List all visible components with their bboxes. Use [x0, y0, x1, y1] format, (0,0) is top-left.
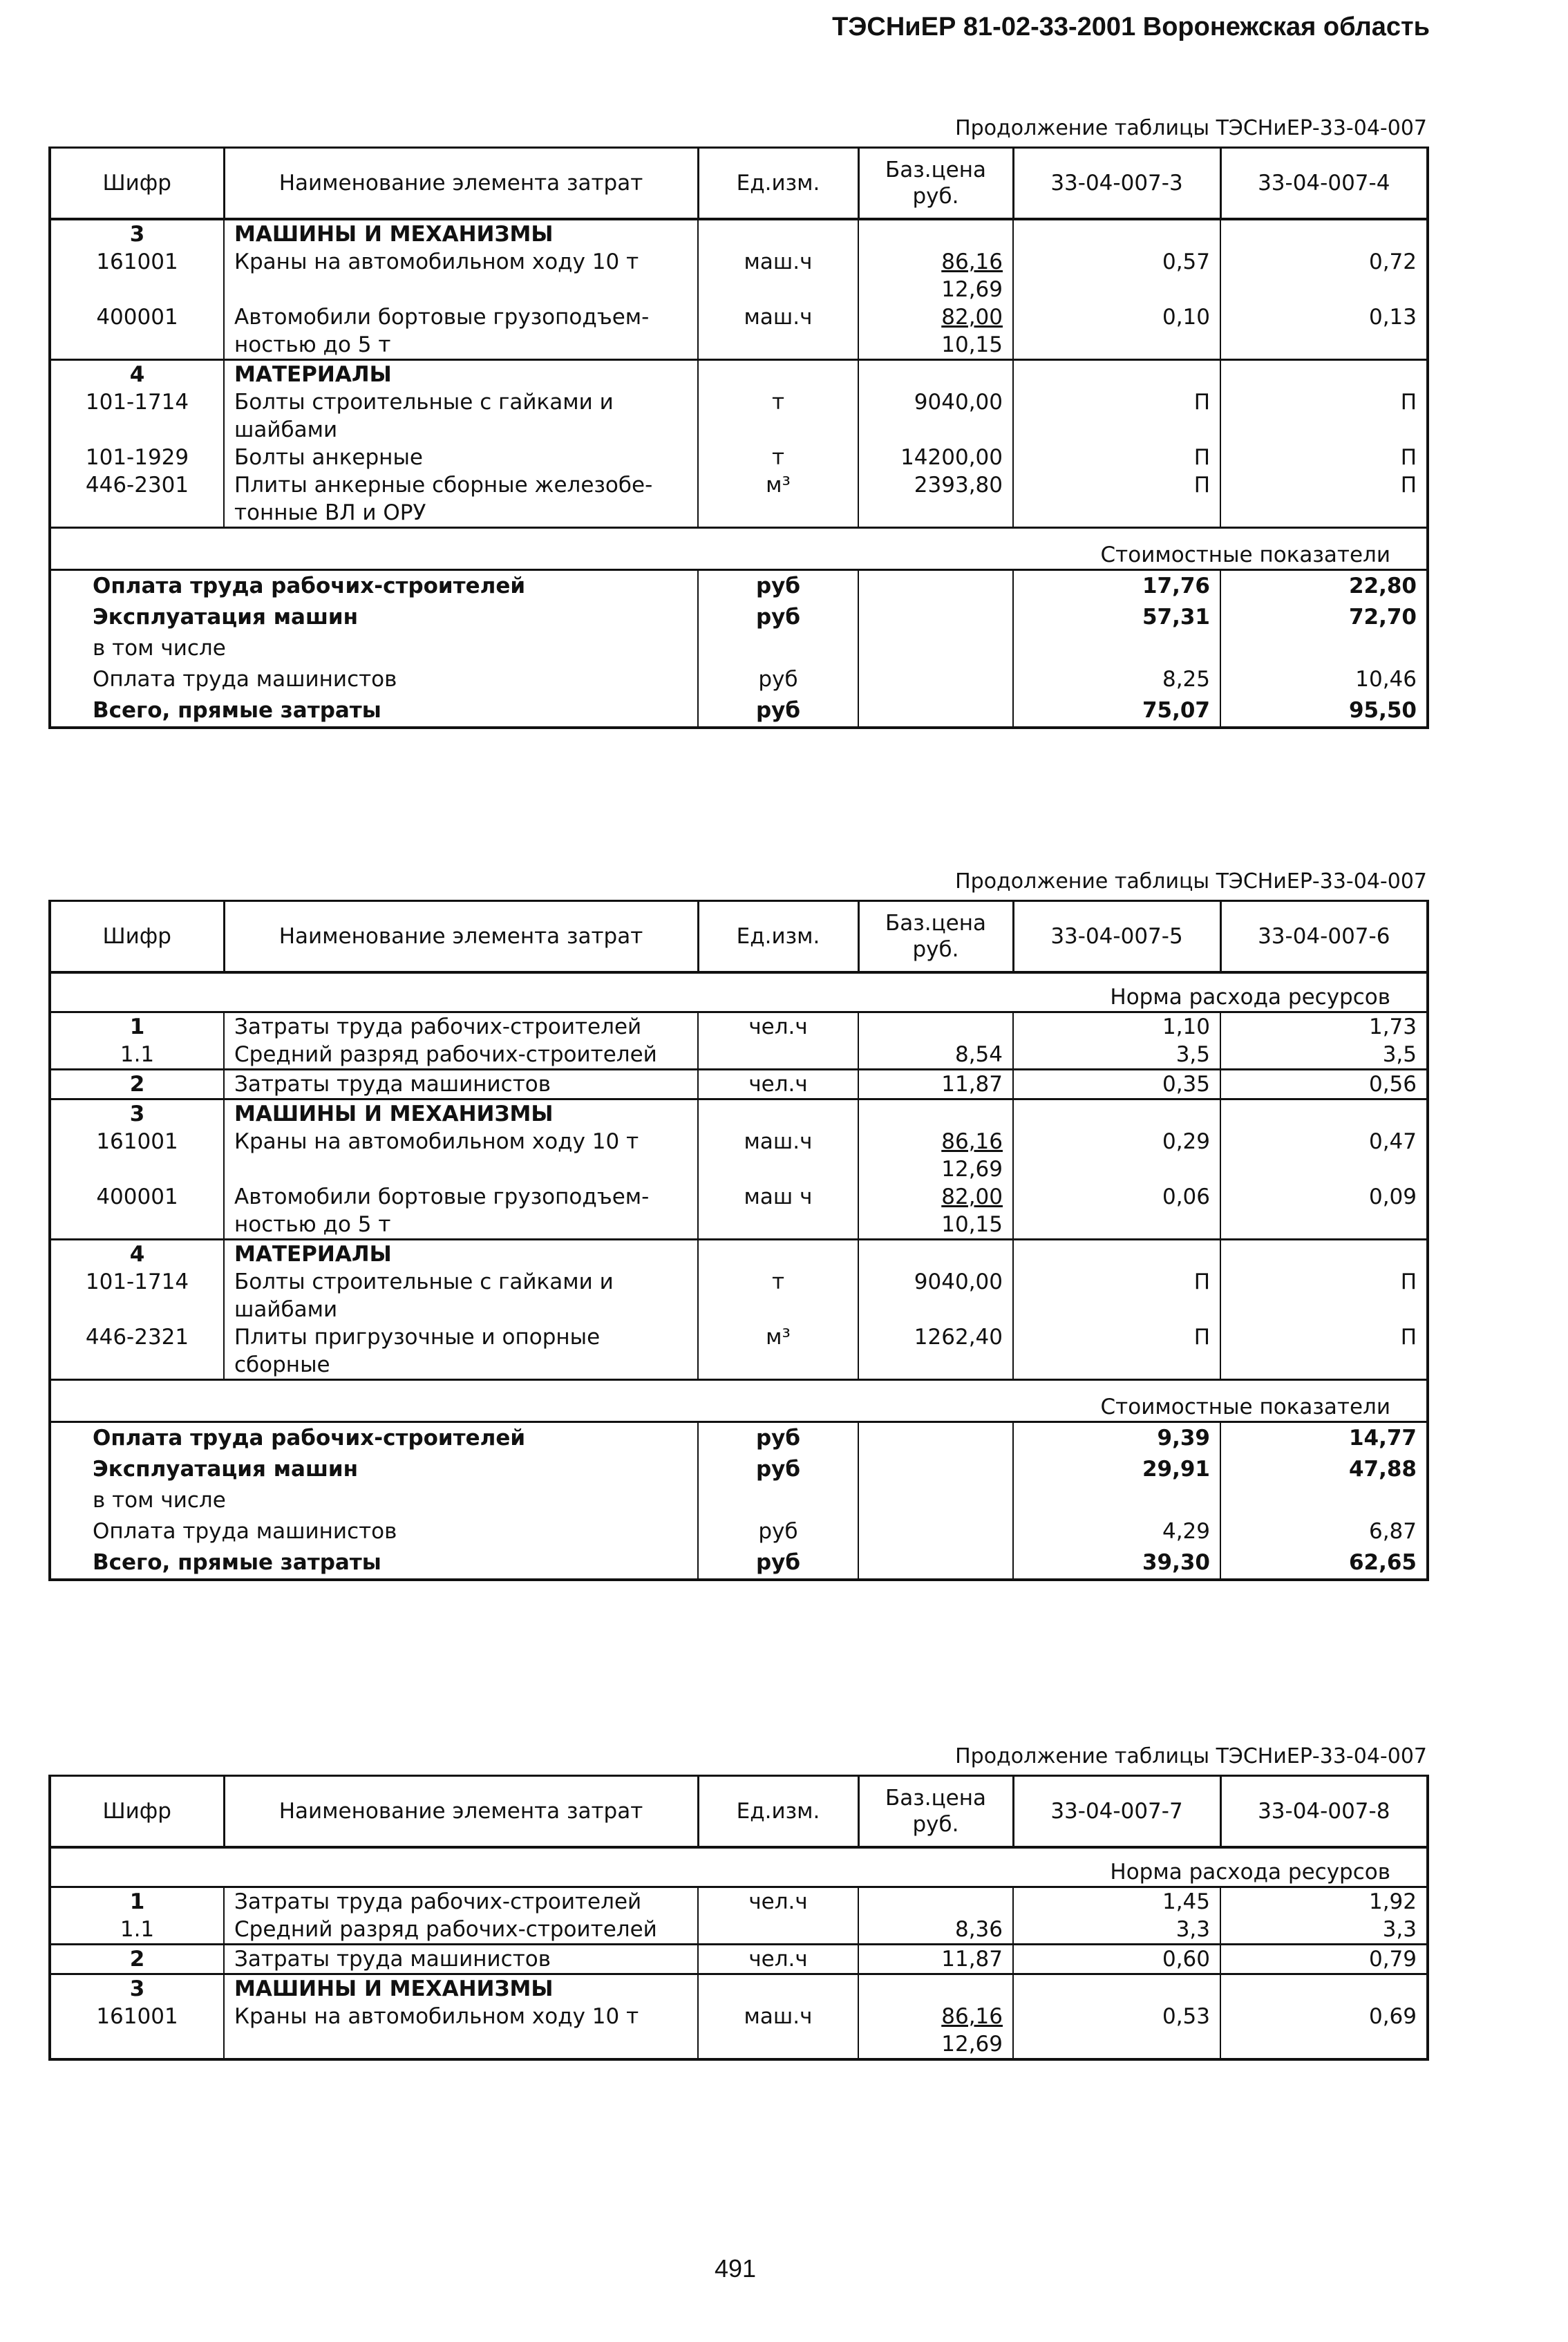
cell-v1: 0,06 — [1013, 1183, 1220, 1240]
section-row — [50, 1240, 1428, 1269]
cell-v2: 1,92 — [1220, 1887, 1428, 1916]
cell-v1: 0,53 — [1013, 2003, 1220, 2059]
cell-name: Болты строительные с гайками и шайбами — [224, 388, 698, 444]
price-value: 86,16 — [941, 249, 1003, 274]
cell-name: Плиты пригрузочные и опорные сборные — [224, 1323, 698, 1380]
cost-unit: руб — [698, 664, 858, 695]
cell-name: Автомобили бортовые грузоподъем-ностью до 5 т — [224, 1183, 698, 1240]
cell-unit: м³ — [698, 1323, 858, 1380]
col-v1-header: 33-04-007-5 — [1013, 901, 1220, 973]
cell-v2 — [1220, 360, 1428, 389]
norm-band-row — [50, 972, 1428, 1012]
cost-v1: 8,25 — [1013, 664, 1220, 695]
col-code-header: Шифр — [50, 148, 224, 220]
cell-v2: 0,69 — [1220, 2003, 1428, 2059]
cell-price: 2393,80 — [858, 471, 1013, 528]
cell-price — [858, 1012, 1013, 1041]
cost-row — [50, 1516, 1428, 1547]
resource-table-1 — [48, 147, 1429, 729]
cell-name: Краны на автомобильном ходу 10 т — [224, 1128, 698, 1183]
cell-name: МАШИНЫ И МЕХАНИЗМЫ — [224, 219, 698, 248]
cost-row — [50, 1422, 1428, 1455]
cost-unit: руб — [698, 695, 858, 728]
cell-code: 4 — [50, 1240, 224, 1269]
cell-price — [858, 1128, 1013, 1183]
cell-price — [858, 1887, 1013, 1916]
cost-label: Всего, прямые затраты — [50, 695, 698, 728]
cell-price — [858, 219, 1013, 248]
cell-unit — [698, 219, 858, 248]
price-value: 86,16 — [941, 2004, 1003, 2029]
table-row — [50, 1183, 1428, 1240]
cell-name: Краны на автомобильном ходу 10 т — [224, 2003, 698, 2059]
cell-unit: маш ч — [698, 1183, 858, 1240]
cost-band-label: Стоимостные показатели — [50, 528, 1428, 570]
cost-row — [50, 1485, 1428, 1516]
cell-v2: 0,79 — [1220, 1945, 1428, 1974]
cell-unit: м³ — [698, 471, 858, 528]
cell-v2: П — [1220, 1323, 1428, 1380]
cell-price: 14200,00 — [858, 444, 1013, 471]
price-wage-value: 12,69 — [941, 1157, 1003, 1182]
table-header-row — [50, 1776, 1428, 1848]
cell-v1: 0,60 — [1013, 1945, 1220, 1974]
cell-v2: 0,72 — [1220, 248, 1428, 303]
resource-table-2 — [48, 900, 1429, 1581]
price-wage-value: 10,15 — [941, 332, 1003, 357]
cell-name: Автомобили бортовые грузоподъем-ностью до 5 т — [224, 303, 698, 360]
cell-unit: чел.ч — [698, 1070, 858, 1099]
cost-v2: 72,70 — [1220, 602, 1428, 633]
cell-code: 4 — [50, 360, 224, 389]
cell-v2: 0,09 — [1220, 1183, 1428, 1240]
cell-code: 1.1 — [50, 1041, 224, 1070]
cell-v1: П — [1013, 1323, 1220, 1380]
cost-label: Всего, прямые затраты — [50, 1547, 698, 1580]
table-row — [50, 1323, 1428, 1380]
cost-band-row — [50, 1380, 1428, 1422]
price-value: 86,16 — [941, 1129, 1003, 1154]
cost-row — [50, 1454, 1428, 1485]
cell-name: МАШИНЫ И МЕХАНИЗМЫ — [224, 1974, 698, 2003]
table-caption: Продолжение таблицы ТЭСНиЕР-33-04-007 — [955, 1744, 1427, 1768]
col-name-header: Наименование элемента затрат — [224, 148, 698, 220]
table-row — [50, 1268, 1428, 1323]
cell-name: Болты анкерные — [224, 444, 698, 471]
cell-name: МАТЕРИАЛЫ — [224, 360, 698, 389]
table-row — [50, 1887, 1428, 1916]
cost-v1: 4,29 — [1013, 1516, 1220, 1547]
cell-unit: чел.ч — [698, 1887, 858, 1916]
cell-code: 3 — [50, 1974, 224, 2003]
col-unit-header: Ед.изм. — [698, 1776, 858, 1848]
table-row — [50, 1945, 1428, 1974]
cell-unit — [698, 1041, 858, 1070]
cost-row — [50, 633, 1428, 664]
col-v2-header: 33-04-007-6 — [1220, 901, 1428, 973]
table-caption: Продолжение таблицы ТЭСНиЕР-33-04-007 — [955, 116, 1427, 140]
cell-v2: П — [1220, 388, 1428, 444]
cell-v1 — [1013, 219, 1220, 248]
section-row — [50, 360, 1428, 389]
cost-label: Оплата труда рабочих-строителей — [50, 1422, 698, 1455]
cost-v2: 10,46 — [1220, 664, 1428, 695]
col-v2-header: 33-04-007-4 — [1220, 148, 1428, 220]
section-row — [50, 1974, 1428, 2003]
cell-price — [858, 360, 1013, 389]
cost-label: Оплата труда рабочих-строителей — [50, 570, 698, 603]
table-row — [50, 1012, 1428, 1041]
cell-price: 11,87 — [858, 1070, 1013, 1099]
table-row — [50, 444, 1428, 471]
cell-unit: маш.ч — [698, 248, 858, 303]
col-price-header: Баз.цена руб. — [858, 1776, 1013, 1848]
cell-v1: П — [1013, 388, 1220, 444]
section-row — [50, 219, 1428, 248]
col-name-header: Наименование элемента затрат — [224, 901, 698, 973]
cell-code: 101-1929 — [50, 444, 224, 471]
cell-name: Плиты анкерные сборные железобе-тонные ВЛ и ОРУ — [224, 471, 698, 528]
table-row — [50, 1070, 1428, 1099]
table-row — [50, 388, 1428, 444]
col-price-header: Баз.цена руб. — [858, 901, 1013, 973]
resource-table-3 — [48, 1775, 1429, 2061]
col-v1-header: 33-04-007-7 — [1013, 1776, 1220, 1848]
cost-v2: 22,80 — [1220, 570, 1428, 603]
cell-code: 1.1 — [50, 1916, 224, 1945]
cell-v1 — [1013, 360, 1220, 389]
cost-unit: руб — [698, 1422, 858, 1455]
cell-code: 400001 — [50, 1183, 224, 1240]
cell-v1: 3,5 — [1013, 1041, 1220, 1070]
cell-v2: П — [1220, 444, 1428, 471]
table-row — [50, 1041, 1428, 1070]
cost-v1: 39,30 — [1013, 1547, 1220, 1580]
cell-code: 161001 — [50, 1128, 224, 1183]
cost-unit: руб — [698, 1454, 858, 1485]
table-row — [50, 1916, 1428, 1945]
cell-v1: П — [1013, 444, 1220, 471]
cell-name: Затраты труда машинистов — [224, 1070, 698, 1099]
col-v1-header: 33-04-007-3 — [1013, 148, 1220, 220]
table-header-row — [50, 901, 1428, 973]
cost-v2: 62,65 — [1220, 1547, 1428, 1580]
cell-price: 9040,00 — [858, 1268, 1013, 1323]
cell-code: 446-2301 — [50, 471, 224, 528]
cell-code: 161001 — [50, 248, 224, 303]
col-price-header: Баз.цена руб. — [858, 148, 1013, 220]
cost-row — [50, 570, 1428, 603]
table-row — [50, 1128, 1428, 1183]
cell-price — [858, 248, 1013, 303]
cell-code: 3 — [50, 219, 224, 248]
cell-v1: 0,57 — [1013, 248, 1220, 303]
table-row — [50, 2003, 1428, 2059]
cost-unit: руб — [698, 1516, 858, 1547]
cell-code: 101-1714 — [50, 1268, 224, 1323]
cost-unit: руб — [698, 1547, 858, 1580]
cell-v1: П — [1013, 1268, 1220, 1323]
cell-name: Болты строительные с гайками и шайбами — [224, 1268, 698, 1323]
cost-v1: 57,31 — [1013, 602, 1220, 633]
cell-v1: 0,10 — [1013, 303, 1220, 360]
page-header: ТЭСНиЕР 81-02-33-2001 Воронежская область — [832, 12, 1430, 41]
price-wage-value: 12,69 — [941, 277, 1003, 302]
cost-label: Эксплуатация машин — [50, 602, 698, 633]
cell-unit: маш.ч — [698, 2003, 858, 2059]
cost-label: Оплата труда машинистов — [50, 664, 698, 695]
cell-name: Средний разряд рабочих-строителей — [224, 1041, 698, 1070]
cost-v2: 47,88 — [1220, 1454, 1428, 1485]
cell-unit: т — [698, 1268, 858, 1323]
cell-v2: 3,3 — [1220, 1916, 1428, 1945]
cell-price — [858, 303, 1013, 360]
cell-code: 101-1714 — [50, 388, 224, 444]
page-number: 491 — [715, 2254, 757, 2283]
cell-code: 1 — [50, 1887, 224, 1916]
cost-v1: 29,91 — [1013, 1454, 1220, 1485]
cell-unit: т — [698, 444, 858, 471]
cost-band-row — [50, 528, 1428, 570]
cell-v1: 3,3 — [1013, 1916, 1220, 1945]
cell-v2: 1,73 — [1220, 1012, 1428, 1041]
cell-v2: 0,13 — [1220, 303, 1428, 360]
norm-band-row — [50, 1847, 1428, 1887]
cost-row — [50, 602, 1428, 633]
cell-price: 8,36 — [858, 1916, 1013, 1945]
cost-unit: руб — [698, 570, 858, 603]
cell-v2: П — [1220, 471, 1428, 528]
cell-name: МАТЕРИАЛЫ — [224, 1240, 698, 1269]
cell-v2: 3,5 — [1220, 1041, 1428, 1070]
cell-price — [858, 1183, 1013, 1240]
cell-code: 1 — [50, 1012, 224, 1041]
cell-price — [858, 2003, 1013, 2059]
cost-band-label: Стоимостные показатели — [50, 1380, 1428, 1422]
cell-v1: 0,35 — [1013, 1070, 1220, 1099]
cell-name: МАШИНЫ И МЕХАНИЗМЫ — [224, 1099, 698, 1128]
cell-unit — [698, 360, 858, 389]
table-row — [50, 303, 1428, 360]
cell-code: 400001 — [50, 303, 224, 360]
cell-name: Средний разряд рабочих-строителей — [224, 1916, 698, 1945]
norm-band-label: Норма расхода ресурсов — [50, 1847, 1428, 1887]
price-wage-value: 10,15 — [941, 1212, 1003, 1237]
cell-code: 3 — [50, 1099, 224, 1128]
norm-band-label: Норма расхода ресурсов — [50, 972, 1428, 1012]
col-name-header: Наименование элемента затрат — [224, 1776, 698, 1848]
cell-v2 — [1220, 219, 1428, 248]
cost-label: в том числе — [50, 1485, 698, 1516]
cell-v2: 0,56 — [1220, 1070, 1428, 1099]
cell-price: 1262,40 — [858, 1323, 1013, 1380]
cell-v2: П — [1220, 1268, 1428, 1323]
cell-price: 9040,00 — [858, 388, 1013, 444]
cell-code: 2 — [50, 1945, 224, 1974]
cost-row — [50, 664, 1428, 695]
cell-unit: чел.ч — [698, 1945, 858, 1974]
cell-price: 11,87 — [858, 1945, 1013, 1974]
cell-unit: чел.ч — [698, 1012, 858, 1041]
cell-code: 161001 — [50, 2003, 224, 2059]
cell-name: Затраты труда рабочих-строителей — [224, 1012, 698, 1041]
price-value: 82,00 — [941, 305, 1003, 330]
cell-unit: маш.ч — [698, 1128, 858, 1183]
cell-v2: 0,47 — [1220, 1128, 1428, 1183]
cell-unit: маш.ч — [698, 303, 858, 360]
col-unit-header: Ед.изм. — [698, 901, 858, 973]
cell-price: 8,54 — [858, 1041, 1013, 1070]
section-row — [50, 1099, 1428, 1128]
cell-code: 446-2321 — [50, 1323, 224, 1380]
cell-v1: 1,10 — [1013, 1012, 1220, 1041]
cost-v2: 6,87 — [1220, 1516, 1428, 1547]
cell-code: 2 — [50, 1070, 224, 1099]
col-v2-header: 33-04-007-8 — [1220, 1776, 1428, 1848]
cost-label: в том числе — [50, 633, 698, 664]
cost-unit: руб — [698, 602, 858, 633]
cell-name: Краны на автомобильном ходу 10 т — [224, 248, 698, 303]
cost-label: Оплата труда машинистов — [50, 1516, 698, 1547]
cost-row — [50, 695, 1428, 728]
cell-name: Затраты труда машинистов — [224, 1945, 698, 1974]
cell-v1: П — [1013, 471, 1220, 528]
price-wage-value: 12,69 — [941, 2032, 1003, 2057]
table-header-row — [50, 148, 1428, 220]
cost-v1: 75,07 — [1013, 695, 1220, 728]
cost-v2: 14,77 — [1220, 1422, 1428, 1455]
cost-v1: 17,76 — [1013, 570, 1220, 603]
cost-v2: 95,50 — [1220, 695, 1428, 728]
cell-unit — [698, 1916, 858, 1945]
cell-name: Затраты труда рабочих-строителей — [224, 1887, 698, 1916]
cost-row — [50, 1547, 1428, 1580]
col-code-header: Шифр — [50, 901, 224, 973]
cell-unit: т — [698, 388, 858, 444]
col-unit-header: Ед.изм. — [698, 148, 858, 220]
table-row — [50, 248, 1428, 303]
cell-v1: 1,45 — [1013, 1887, 1220, 1916]
cell-v1: 0,29 — [1013, 1128, 1220, 1183]
cost-label: Эксплуатация машин — [50, 1454, 698, 1485]
table-row — [50, 471, 1428, 528]
col-code-header: Шифр — [50, 1776, 224, 1848]
table-caption: Продолжение таблицы ТЭСНиЕР-33-04-007 — [955, 869, 1427, 894]
cost-v1: 9,39 — [1013, 1422, 1220, 1455]
price-value: 82,00 — [941, 1184, 1003, 1209]
